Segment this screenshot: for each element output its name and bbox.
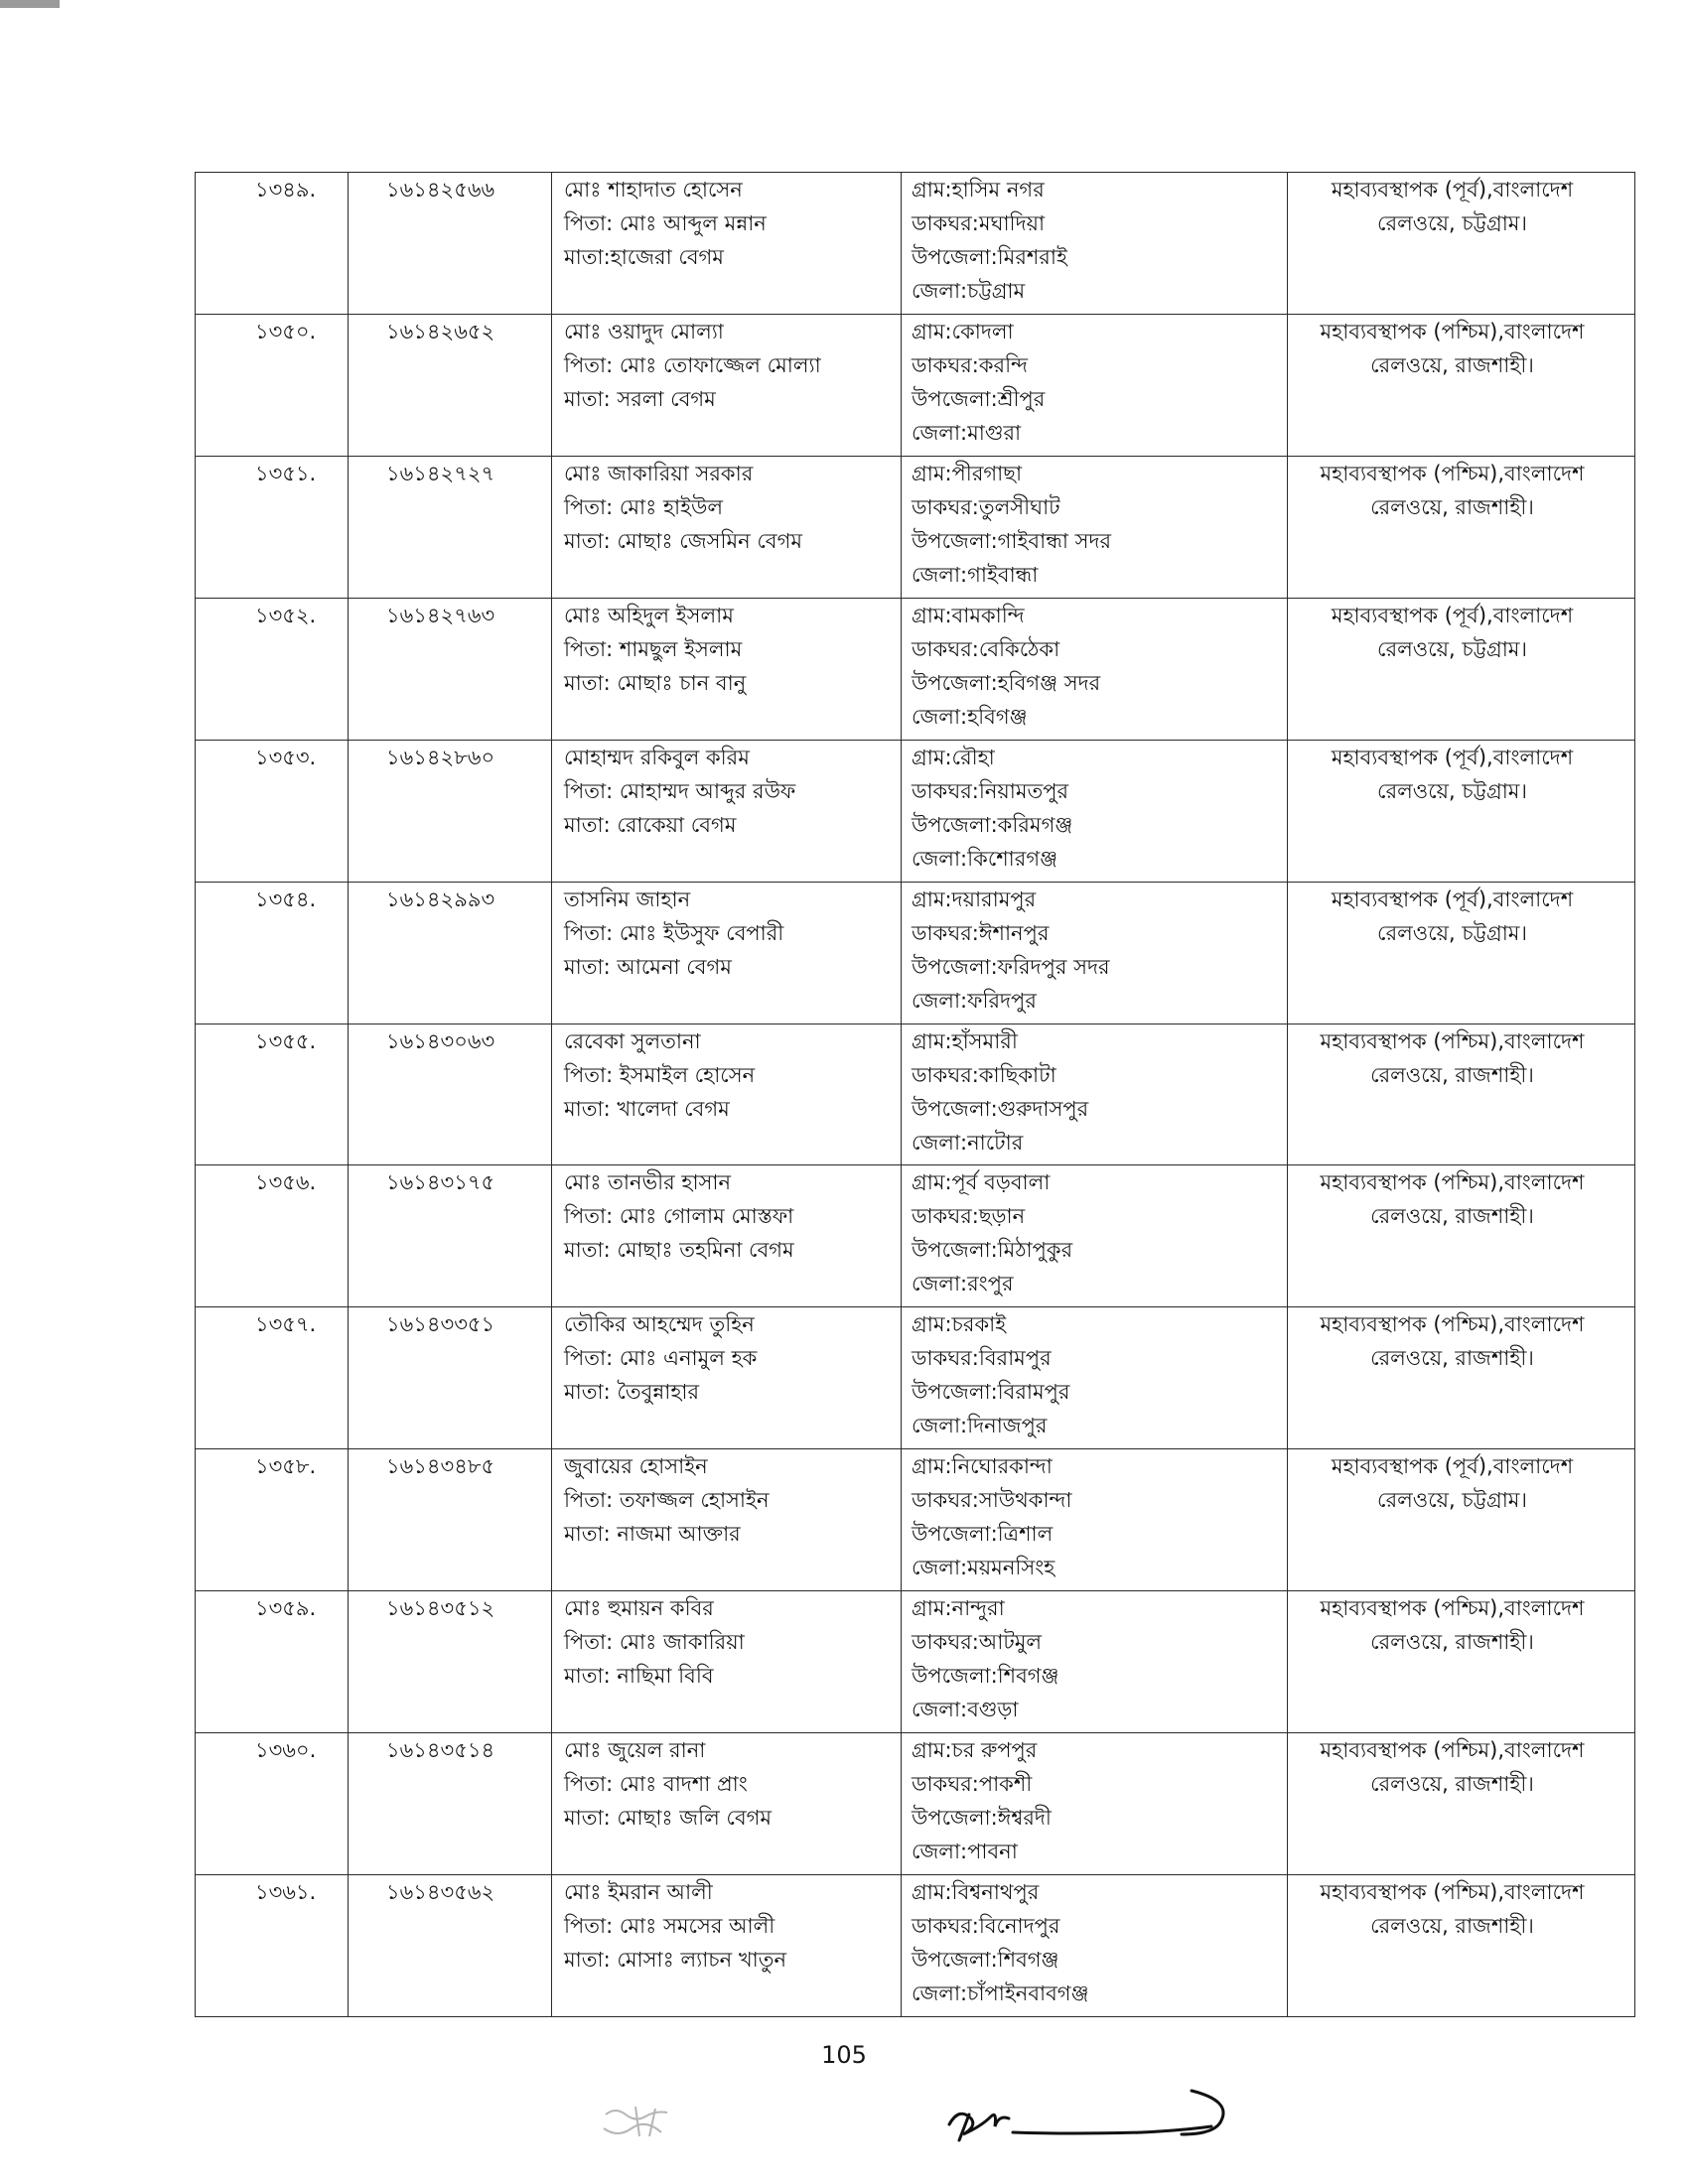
address-cell: [902, 456, 1288, 598]
roll-cell: [349, 1307, 552, 1449]
roll-text: ১৬১৪৩৪৮৫: [386, 1454, 495, 1479]
roll-text: ১৬১৪৩৩৫১: [386, 1312, 495, 1337]
office-cell: [1288, 456, 1635, 598]
serial-cell: [196, 173, 349, 315]
upazila-text: উপজেলা:শিবগঞ্জ: [912, 1948, 1059, 1973]
page-number: 105: [821, 2041, 867, 2069]
father-text: পিতা: শামছুল ইসলাম: [564, 636, 743, 661]
name-text: মোঃ অহিদুল ইসলাম: [564, 603, 734, 627]
name-cell: [552, 598, 902, 740]
post-text: ডাকঘর:সাউথকান্দা: [912, 1488, 1072, 1513]
upazila-text: উপজেলা:শিবগঞ্জ: [912, 1664, 1059, 1689]
roll-text: ১৬১৪২৫৬৬: [386, 178, 495, 202]
candidate-table: [195, 172, 1635, 2017]
roll-cell: [349, 1875, 552, 2017]
name-cell: [552, 1307, 902, 1449]
mother-text: মাতা: আমেনা বেগম: [564, 954, 732, 979]
address-cell: [902, 1449, 1288, 1591]
post-text: ডাকঘর:পাকশী: [912, 1772, 1033, 1797]
village-text: গ্রাম:রৌহা: [912, 745, 995, 769]
post-text: ডাকঘর:বিনোদপুর: [912, 1914, 1060, 1939]
office2-text: রেলওয়ে, চট্টগ্রাম।: [1377, 1488, 1527, 1513]
father-text: পিতা: মোঃ সমসের আলী: [564, 1914, 775, 1939]
mother-text: মাতা: তৈবুন্নাহার: [564, 1380, 700, 1405]
mother-text: মাতা: রোকেয়া বেগম: [564, 812, 737, 837]
mother-text: মাতা: মোসাঃ ল্যাচন খাতুন: [564, 1948, 786, 1973]
name-text: রেবেকা সুলতানা: [564, 1028, 701, 1053]
serial-text: ১৩৬০.: [255, 1738, 317, 1763]
mother-text: মাতা: মোছাঃ চান বানু: [564, 670, 747, 695]
office1-text: মহাব্যবস্থাপক (পূর্ব),বাংলাদেশ: [1331, 887, 1574, 911]
office2-text: রেলওয়ে, রাজশাহী।: [1370, 1204, 1534, 1229]
serial-cell: [196, 314, 349, 456]
post-text: ডাকঘর:কাছিকাটা: [912, 1062, 1056, 1087]
name-text: মোঃ জাকারিয়া সরকার: [564, 461, 754, 485]
serial-cell: [196, 598, 349, 740]
name-text: মোঃ তানভীর হাসান: [564, 1170, 732, 1195]
serial-cell: [196, 1024, 349, 1165]
office-cell: [1288, 598, 1635, 740]
village-text: গ্রাম:নিঘোরকান্দা: [912, 1454, 1053, 1479]
serial-text: ১৩৫০.: [255, 319, 317, 343]
post-text: ডাকঘর:মঘাদিয়া: [912, 211, 1046, 235]
village-text: গ্রাম:চর রুপপুর: [912, 1738, 1038, 1763]
office1-text: মহাব্যবস্থাপক (পশ্চিম),বাংলাদেশ: [1320, 1312, 1585, 1337]
mother-text: মাতা: মোছাঃ জেসমিন বেগম: [564, 528, 802, 553]
upazila-text: উপজেলা:ঈশ্বরদী: [912, 1806, 1052, 1831]
roll-text: ১৬১৪২৬৫২: [386, 319, 495, 343]
mother-text: মাতা: মোছাঃ জলি বেগম: [564, 1806, 773, 1831]
serial-text: ১৩৪৯.: [255, 178, 317, 202]
mother-text: মাতা: নাছিমা বিবি: [564, 1664, 714, 1689]
post-text: ডাকঘর:ছড়ান: [912, 1204, 1026, 1229]
village-text: গ্রাম:বিশ্বনাথপুর: [912, 1880, 1040, 1905]
name-cell: [552, 1733, 902, 1875]
serial-text: ১৩৫৪.: [255, 887, 317, 911]
candidate-table-body: [196, 173, 1635, 2017]
roll-cell: [349, 1449, 552, 1591]
name-text: মোহাম্মদ রকিবুল করিম: [564, 745, 750, 769]
office2-text: রেলওয়ে, রাজশাহী।: [1370, 1062, 1534, 1087]
name-cell: [552, 740, 902, 882]
district-text: জেলা:পাবনা: [912, 1840, 1018, 1864]
office2-text: রেলওয়ে, চট্টগ্রাম।: [1377, 211, 1527, 235]
village-text: গ্রাম:পূর্ব বড়বালা: [912, 1170, 1051, 1195]
name-cell: [552, 882, 902, 1024]
roll-text: ১৬১৪৩৫৬২: [386, 1880, 495, 1905]
father-text: পিতা: ইসমাইল হোসেন: [564, 1062, 756, 1087]
upazila-text: উপজেলা:শ্রীপুর: [912, 386, 1046, 411]
office2-text: রেলওয়ে, রাজশাহী।: [1370, 1914, 1534, 1939]
office1-text: মহাব্যবস্থাপক (পশ্চিম),বাংলাদেশ: [1320, 1596, 1585, 1621]
office-cell: [1288, 314, 1635, 456]
office-cell: [1288, 882, 1635, 1024]
roll-cell: [349, 314, 552, 456]
name-cell: [552, 1165, 902, 1307]
office-cell: [1288, 1733, 1635, 1875]
name-cell: [552, 1449, 902, 1591]
father-text: পিতা: মোহাম্মদ আব্দুর রউফ: [564, 778, 796, 803]
office-cell: [1288, 1591, 1635, 1733]
upazila-text: উপজেলা:গাইবান্ধা সদর: [912, 528, 1112, 553]
district-text: জেলা:মাগুরা: [912, 420, 1022, 445]
name-text: মোঃ ইমরান আলী: [564, 1880, 713, 1905]
district-text: জেলা:রংপুর: [912, 1272, 1014, 1297]
address-cell: [902, 1165, 1288, 1307]
village-text: গ্রাম:হাঁসমারী: [912, 1028, 1018, 1053]
village-text: গ্রাম:চরকাই: [912, 1312, 1007, 1337]
name-text: মোঃ শাহাদাত হোসেন: [564, 178, 743, 202]
office2-text: রেলওয়ে, চট্টগ্রাম।: [1377, 778, 1527, 803]
office1-text: মহাব্যবস্থাপক (পূর্ব),বাংলাদেশ: [1331, 1454, 1574, 1479]
roll-text: ১৬১৪৩১৭৫: [386, 1170, 495, 1195]
name-cell: [552, 1591, 902, 1733]
roll-cell: [349, 882, 552, 1024]
table-row: [196, 1449, 1635, 1591]
name-text: জুবায়ের হোসাইন: [564, 1454, 708, 1479]
office1-text: মহাব্যবস্থাপক (পূর্ব),বাংলাদেশ: [1331, 745, 1574, 769]
table-row: [196, 1733, 1635, 1875]
office1-text: মহাব্যবস্থাপক (পূর্ব),বাংলাদেশ: [1331, 603, 1574, 627]
office-cell: [1288, 173, 1635, 315]
name-cell: [552, 456, 902, 598]
post-text: ডাকঘর:বিরামপুর: [912, 1346, 1052, 1371]
district-text: জেলা:দিনাজপুর: [912, 1414, 1048, 1438]
district-text: জেলা:ময়মনসিংহ: [912, 1556, 1055, 1580]
upazila-text: উপজেলা:করিমগঞ্জ: [912, 812, 1073, 837]
roll-cell: [349, 456, 552, 598]
table-row: [196, 173, 1635, 315]
father-text: পিতা: মোঃ হাইউল: [564, 494, 724, 519]
roll-text: ১৬১৪৩৫১২: [386, 1596, 495, 1621]
father-text: পিতা: মোঃ বাদশা প্রাং: [564, 1772, 748, 1797]
office2-text: রেলওয়ে, রাজশাহী।: [1370, 494, 1534, 519]
village-text: গ্রাম:নান্দুরা: [912, 1596, 1005, 1621]
office1-text: মহাব্যবস্থাপক (পশ্চিম),বাংলাদেশ: [1320, 1880, 1585, 1905]
address-cell: [902, 1875, 1288, 2017]
serial-text: ১৩৫৯.: [255, 1596, 317, 1621]
serial-cell: [196, 882, 349, 1024]
upazila-text: উপজেলা:বিরামপুর: [912, 1380, 1070, 1405]
village-text: গ্রাম:বামকান্দি: [912, 603, 1025, 627]
serial-text: ১৩৫৩.: [255, 745, 317, 769]
roll-text: ১৬১৪২৭২৭: [386, 461, 495, 485]
upazila-text: উপজেলা:গুরুদাসপুর: [912, 1096, 1089, 1121]
village-text: গ্রাম:দয়ারামপুর: [912, 887, 1037, 911]
office1-text: মহাব্যবস্থাপক (পশ্চিম),বাংলাদেশ: [1320, 1738, 1585, 1763]
father-text: পিতা: মোঃ এনামুল হক: [564, 1346, 758, 1371]
father-text: পিতা: মোঃ আব্দুল মন্নান: [564, 211, 767, 235]
serial-text: ১৩৫৭.: [255, 1312, 317, 1337]
table-row: [196, 1024, 1635, 1165]
serial-text: ১৩৫৬.: [255, 1170, 317, 1195]
roll-cell: [349, 1024, 552, 1165]
father-text: পিতা: তফাজ্জল হোসাইন: [564, 1488, 770, 1513]
office2-text: রেলওয়ে, রাজশাহী।: [1370, 1346, 1534, 1371]
table-row: [196, 314, 1635, 456]
table-row: [196, 598, 1635, 740]
office2-text: রেলওয়ে, চট্টগ্রাম।: [1377, 636, 1527, 661]
post-text: ডাকঘর:বেকিঠেকা: [912, 636, 1060, 661]
office1-text: মহাব্যবস্থাপক (পশ্চিম),বাংলাদেশ: [1320, 1170, 1585, 1195]
name-cell: [552, 1024, 902, 1165]
roll-text: ১৬১৪২৮৬০: [386, 745, 495, 769]
roll-cell: [349, 1591, 552, 1733]
office2-text: রেলওয়ে, চট্টগ্রাম।: [1377, 920, 1527, 945]
serial-text: ১৩৫২.: [255, 603, 317, 627]
address-cell: [902, 1733, 1288, 1875]
address-cell: [902, 740, 1288, 882]
table-row: [196, 1591, 1635, 1733]
district-text: জেলা:বগুড়া: [912, 1698, 1019, 1722]
serial-cell: [196, 1733, 349, 1875]
post-text: ডাকঘর:তুলসীঘাট: [912, 494, 1060, 519]
office1-text: মহাব্যবস্থাপক (পশ্চিম),বাংলাদেশ: [1320, 1028, 1585, 1053]
upazila-text: উপজেলা:ত্রিশাল: [912, 1522, 1054, 1547]
office-cell: [1288, 1024, 1635, 1165]
signature-icon: [933, 2085, 1251, 2164]
address-cell: [902, 314, 1288, 456]
upazila-text: উপজেলা:ফরিদপুর সদর: [912, 954, 1110, 979]
mother-text: মাতা: মোছাঃ তহমিনা বেগম: [564, 1238, 794, 1263]
mother-text: মাতা: খালেদা বেগম: [564, 1096, 730, 1121]
table-row: [196, 1165, 1635, 1307]
office-cell: [1288, 1875, 1635, 2017]
office1-text: মহাব্যবস্থাপক (পশ্চিম),বাংলাদেশ: [1320, 461, 1585, 485]
upazila-text: উপজেলা:মিঠাপুকুর: [912, 1238, 1073, 1263]
address-cell: [902, 598, 1288, 740]
name-text: মোঃ জুয়েল রানা: [564, 1738, 706, 1763]
serial-cell: [196, 1449, 349, 1591]
table-row: [196, 1875, 1635, 2017]
mother-text: মাতা: নাজমা আক্তার: [564, 1522, 741, 1547]
serial-text: ১৩৫৮.: [255, 1454, 317, 1479]
roll-text: ১৬১৪২৭৬৩: [386, 603, 495, 627]
father-text: পিতা: মোঃ গোলাম মোস্তফা: [564, 1204, 794, 1229]
table-row: [196, 1307, 1635, 1449]
address-cell: [902, 1591, 1288, 1733]
mother-text: মাতা: সরলা বেগম: [564, 386, 716, 411]
address-cell: [902, 882, 1288, 1024]
village-text: গ্রাম:হাসিম নগর: [912, 178, 1045, 202]
father-text: পিতা: মোঃ জাকারিয়া: [564, 1630, 745, 1655]
district-text: জেলা:চাঁপাইনবাবগঞ্জ: [912, 1981, 1089, 2006]
office-cell: [1288, 1165, 1635, 1307]
serial-text: ১৩৫১.: [255, 461, 317, 485]
post-text: ডাকঘর:আটমুল: [912, 1630, 1043, 1655]
office2-text: রেলওয়ে, রাজশাহী।: [1370, 1630, 1534, 1655]
roll-text: ১৬১৪২৯৯৩: [386, 887, 495, 911]
address-cell: [902, 1024, 1288, 1165]
post-text: ডাকঘর:ঈশানপুর: [912, 920, 1050, 945]
office2-text: রেলওয়ে, রাজশাহী।: [1370, 1772, 1534, 1797]
roll-text: ১৬১৪৩০৬৩: [386, 1028, 495, 1053]
name-text: তাসনিম জাহান: [564, 887, 691, 911]
mother-text: মাতা:হাজেরা বেগম: [564, 245, 724, 269]
stamp-icon: [596, 2095, 725, 2154]
table-row: [196, 456, 1635, 598]
office1-text: মহাব্যবস্থাপক (পূর্ব),বাংলাদেশ: [1331, 178, 1574, 202]
serial-cell: [196, 1307, 349, 1449]
village-text: গ্রাম:কোদলা: [912, 319, 1014, 343]
roll-text: ১৬১৪৩৫১৪: [386, 1738, 495, 1763]
district-text: জেলা:ফরিদপুর: [912, 988, 1037, 1013]
district-text: জেলা:কিশোরগঞ্জ: [912, 846, 1058, 871]
upazila-text: উপজেলা:মিরশরাই: [912, 245, 1067, 269]
name-text: মোঃ হুমায়ন কবির: [564, 1596, 714, 1621]
village-text: গ্রাম:পীরগাছা: [912, 461, 1023, 485]
father-text: পিতা: মোঃ ইউসুফ বেপারী: [564, 920, 784, 945]
roll-cell: [349, 1165, 552, 1307]
address-cell: [902, 1307, 1288, 1449]
serial-cell: [196, 1591, 349, 1733]
post-text: ডাকঘর:করন্দি: [912, 352, 1028, 377]
name-cell: [552, 314, 902, 456]
office2-text: রেলওয়ে, রাজশাহী।: [1370, 352, 1534, 377]
table-row: [196, 740, 1635, 882]
serial-cell: [196, 1165, 349, 1307]
district-text: জেলা:নাটোর: [912, 1130, 1024, 1155]
roll-cell: [349, 740, 552, 882]
address-cell: [902, 173, 1288, 315]
district-text: জেলা:হবিগঞ্জ: [912, 704, 1028, 729]
name-text: তৌকির আহম্মেদ তুহিন: [564, 1312, 755, 1337]
scan-edge-mark: [0, 0, 60, 8]
district-text: জেলা:চট্টগ্রাম: [912, 279, 1026, 303]
upazila-text: উপজেলা:হবিগঞ্জ সদর: [912, 670, 1101, 695]
roll-cell: [349, 598, 552, 740]
serial-text: ১৩৬১.: [255, 1880, 317, 1905]
office-cell: [1288, 1307, 1635, 1449]
district-text: জেলা:গাইবান্ধা: [912, 562, 1039, 587]
roll-cell: [349, 1733, 552, 1875]
post-text: ডাকঘর:নিয়ামতপুর: [912, 778, 1069, 803]
office-cell: [1288, 1449, 1635, 1591]
serial-cell: [196, 1875, 349, 2017]
roll-cell: [349, 173, 552, 315]
name-cell: [552, 173, 902, 315]
serial-text: ১৩৫৫.: [255, 1028, 317, 1053]
name-text: মোঃ ওয়াদুদ মোল্যা: [564, 319, 724, 343]
father-text: পিতা: মোঃ তোফাজ্জেল মোল্যা: [564, 352, 821, 377]
name-cell: [552, 1875, 902, 2017]
office-cell: [1288, 740, 1635, 882]
serial-cell: [196, 740, 349, 882]
table-row: [196, 882, 1635, 1024]
serial-cell: [196, 456, 349, 598]
office1-text: মহাব্যবস্থাপক (পশ্চিম),বাংলাদেশ: [1320, 319, 1585, 343]
